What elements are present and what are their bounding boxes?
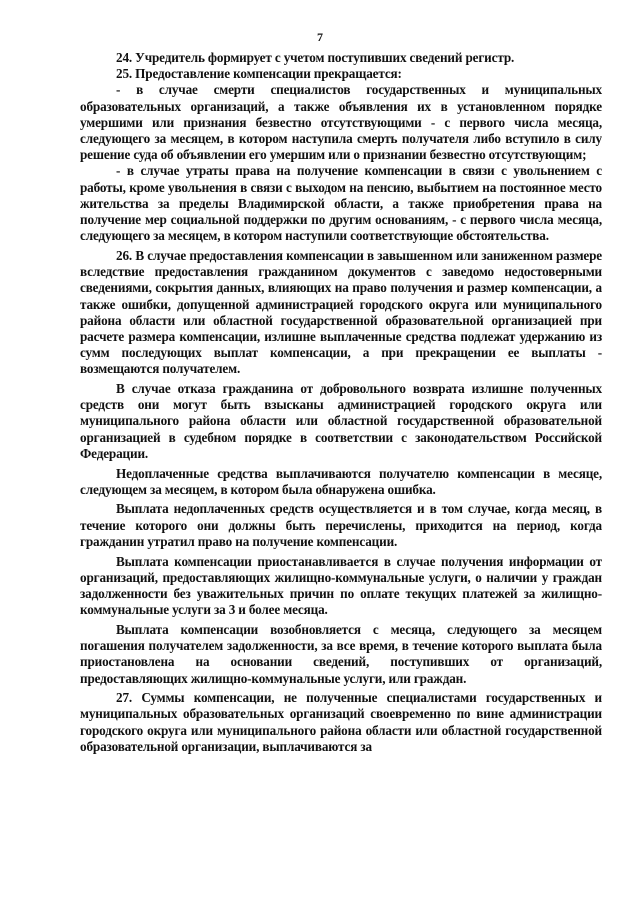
paragraph-26-underpaid-payment: Выплата недоплаченных средств осуществляется и в том случае, когда месяц, в течение которого они должны быть перечислены, приходится на период, когда гражданин утратил право на получение компенсации. [80, 501, 602, 549]
paragraph-25-item-death: - в случае смерти специалистов государственных и муниципальных образовательных организаций, а также объявления их в установленном порядке умершими или признания безвестно отсутствующими - с первого числа месяца, следующего за месяцем, в котором наступила смерть получателя либо вступило в силу решение суда об объявлении его умершим или о признании безвестно отсутствующим; [80, 82, 602, 163]
paragraph-26-suspension: Выплата компенсации приостанавливается в случае получения информации от организаций, предоставляющих жилищно-коммунальные услуги, о наличии у граждан задолженности без уважительных причин по оплате текущих платежей за жилищно-коммунальные услуги за 3 и более месяца. [80, 553, 602, 618]
paragraph-25-item-loss-of-right: - в случае утраты права на получение компенсации в связи с увольнением с работы, кроме увольнения в связи с выходом на пенсию, выбытием на постоянное место жительства за пределы Владимирской области, а также приобретения права на получение мер социальной поддержки по другим основаниям, - с первого числа месяца, следующего за месяцем, в котором наступили соответствующие обстоятельства. [80, 163, 602, 244]
paragraph-27: 27. Суммы компенсации, не полученные специалистами государственных и муниципальных образовательных организаций своевременно по вине администрации городского округа или муниципального района области или областной государственной образовательной организации, выплачиваются за [80, 690, 602, 754]
document-body [80, 50, 602, 759]
paragraph-24: 24. Учредитель формирует с учетом поступивших сведений регистр. [116, 50, 515, 65]
paragraph-25: 25. Предоставление компенсации прекращается: [116, 66, 402, 82]
paragraph-26-underpaid: Недоплаченные средства выплачиваются получателю компенсации в месяце, следующем за месяцем, в котором была обнаружена ошибка. [80, 465, 602, 497]
page-number: 7 [317, 30, 323, 44]
paragraph-26-refusal: В случае отказа гражданина от добровольного возврата излишне полученных средств они могут быть взысканы администрацией городского округа или муниципального района области или областной государственной образовательной организацией в судебном порядке в соответствии с законодательством Российской Федерации. [80, 381, 602, 461]
paragraph-26: 26. В случае предоставления компенсации в завышенном или заниженном размере вследствие предоставления гражданином документов с заведомо недостоверными сведениями, сокрытия данных, влияющих на право получения и размер компенсации, а также ошибки, допущенной администрацией городского округа или муниципального района области или областной государственной образовательной организацией при расчете размера компенсации, излишне выплаченные средства подлежат удержанию из сумм последующих выплат компенсации, а при прекращении ее выплаты - возмещаются получателем. [80, 247, 602, 377]
paragraph-26-resumption: Выплата компенсации возобновляется с месяца, следующего за месяцем погашения получателем задолженности, за все время, в течение которого выплата была приостановлена на основании сведений, поступивших от организаций, предоставляющих жилищно-коммунальные услуги, или граждан. [80, 621, 602, 686]
